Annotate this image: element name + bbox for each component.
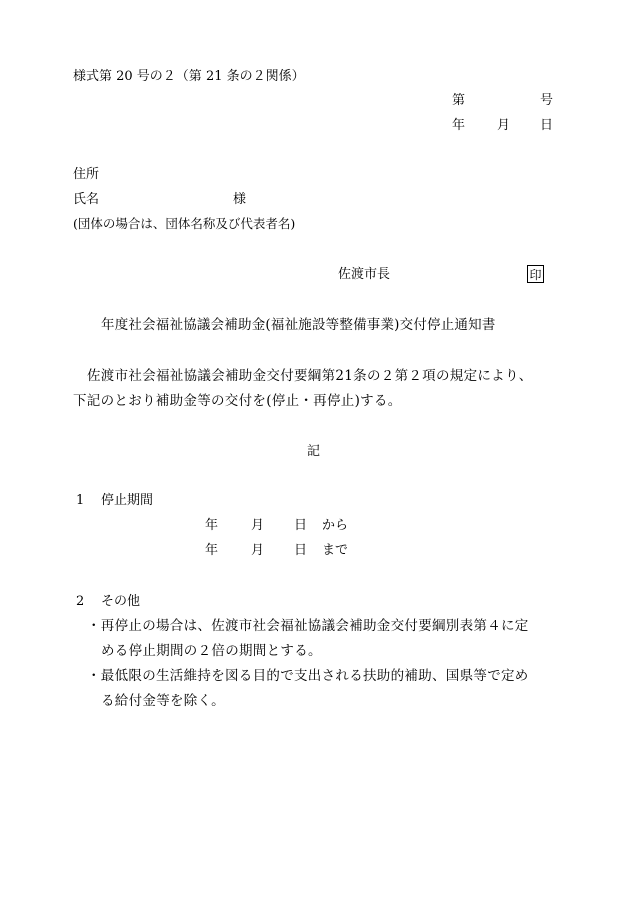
section-2-heading: その他 bbox=[101, 594, 141, 609]
bullet-1-line-2: める停止期間の２倍の期間とする。 bbox=[101, 643, 322, 659]
bullet-2-line-2: る給付金等を除く。 bbox=[101, 693, 225, 709]
bullet-1-line-1: ・再停止の場合は、佐渡市社会福祉協議会補助金交付要綱別表第４に定 bbox=[87, 618, 529, 634]
section-1-heading: 停止期間 bbox=[101, 493, 154, 508]
bullet-2-line-1: ・最低限の生活維持を図る目的で支出される扶助的補助、国県等で定め bbox=[87, 668, 529, 684]
to-day: 日 bbox=[294, 543, 308, 558]
seal-mark: 印 bbox=[527, 265, 544, 283]
from-suffix: から bbox=[322, 518, 349, 533]
body-line-1: 佐渡市社会福祉協議会補助金交付要綱第21条の２第２項の規定により、 bbox=[87, 368, 533, 384]
from-day: 日 bbox=[294, 518, 308, 533]
date-month: 月 bbox=[497, 118, 511, 133]
doc-number-prefix: 第 bbox=[452, 93, 466, 108]
date-year: 年 bbox=[452, 118, 466, 133]
document-title: 年度社会福祉協議会補助金(福祉施設等整備事業)交付停止通知書 bbox=[101, 317, 496, 333]
organization-note: (団体の場合は、団体名称及び代表者名) bbox=[73, 216, 296, 231]
address-label: 住所 bbox=[73, 167, 100, 182]
body-line-2: 下記のとおり補助金等の交付を(停止・再停止)する。 bbox=[73, 393, 402, 409]
name-label: 氏名 bbox=[73, 192, 100, 207]
to-suffix: まで bbox=[322, 543, 349, 558]
ki-heading: 記 bbox=[307, 444, 321, 459]
issuer-title: 佐渡市長 bbox=[338, 267, 391, 282]
section-1-number: 1 bbox=[76, 493, 85, 508]
section-2-number: 2 bbox=[76, 594, 85, 609]
form-number: 様式第 20 号の２（第 21 条の２関係） bbox=[73, 69, 305, 84]
from-month: 月 bbox=[251, 518, 265, 533]
honorific: 様 bbox=[233, 192, 247, 207]
date-day: 日 bbox=[540, 118, 554, 133]
to-year: 年 bbox=[205, 543, 219, 558]
from-year: 年 bbox=[205, 518, 219, 533]
doc-number-suffix: 号 bbox=[540, 93, 554, 108]
to-month: 月 bbox=[251, 543, 265, 558]
